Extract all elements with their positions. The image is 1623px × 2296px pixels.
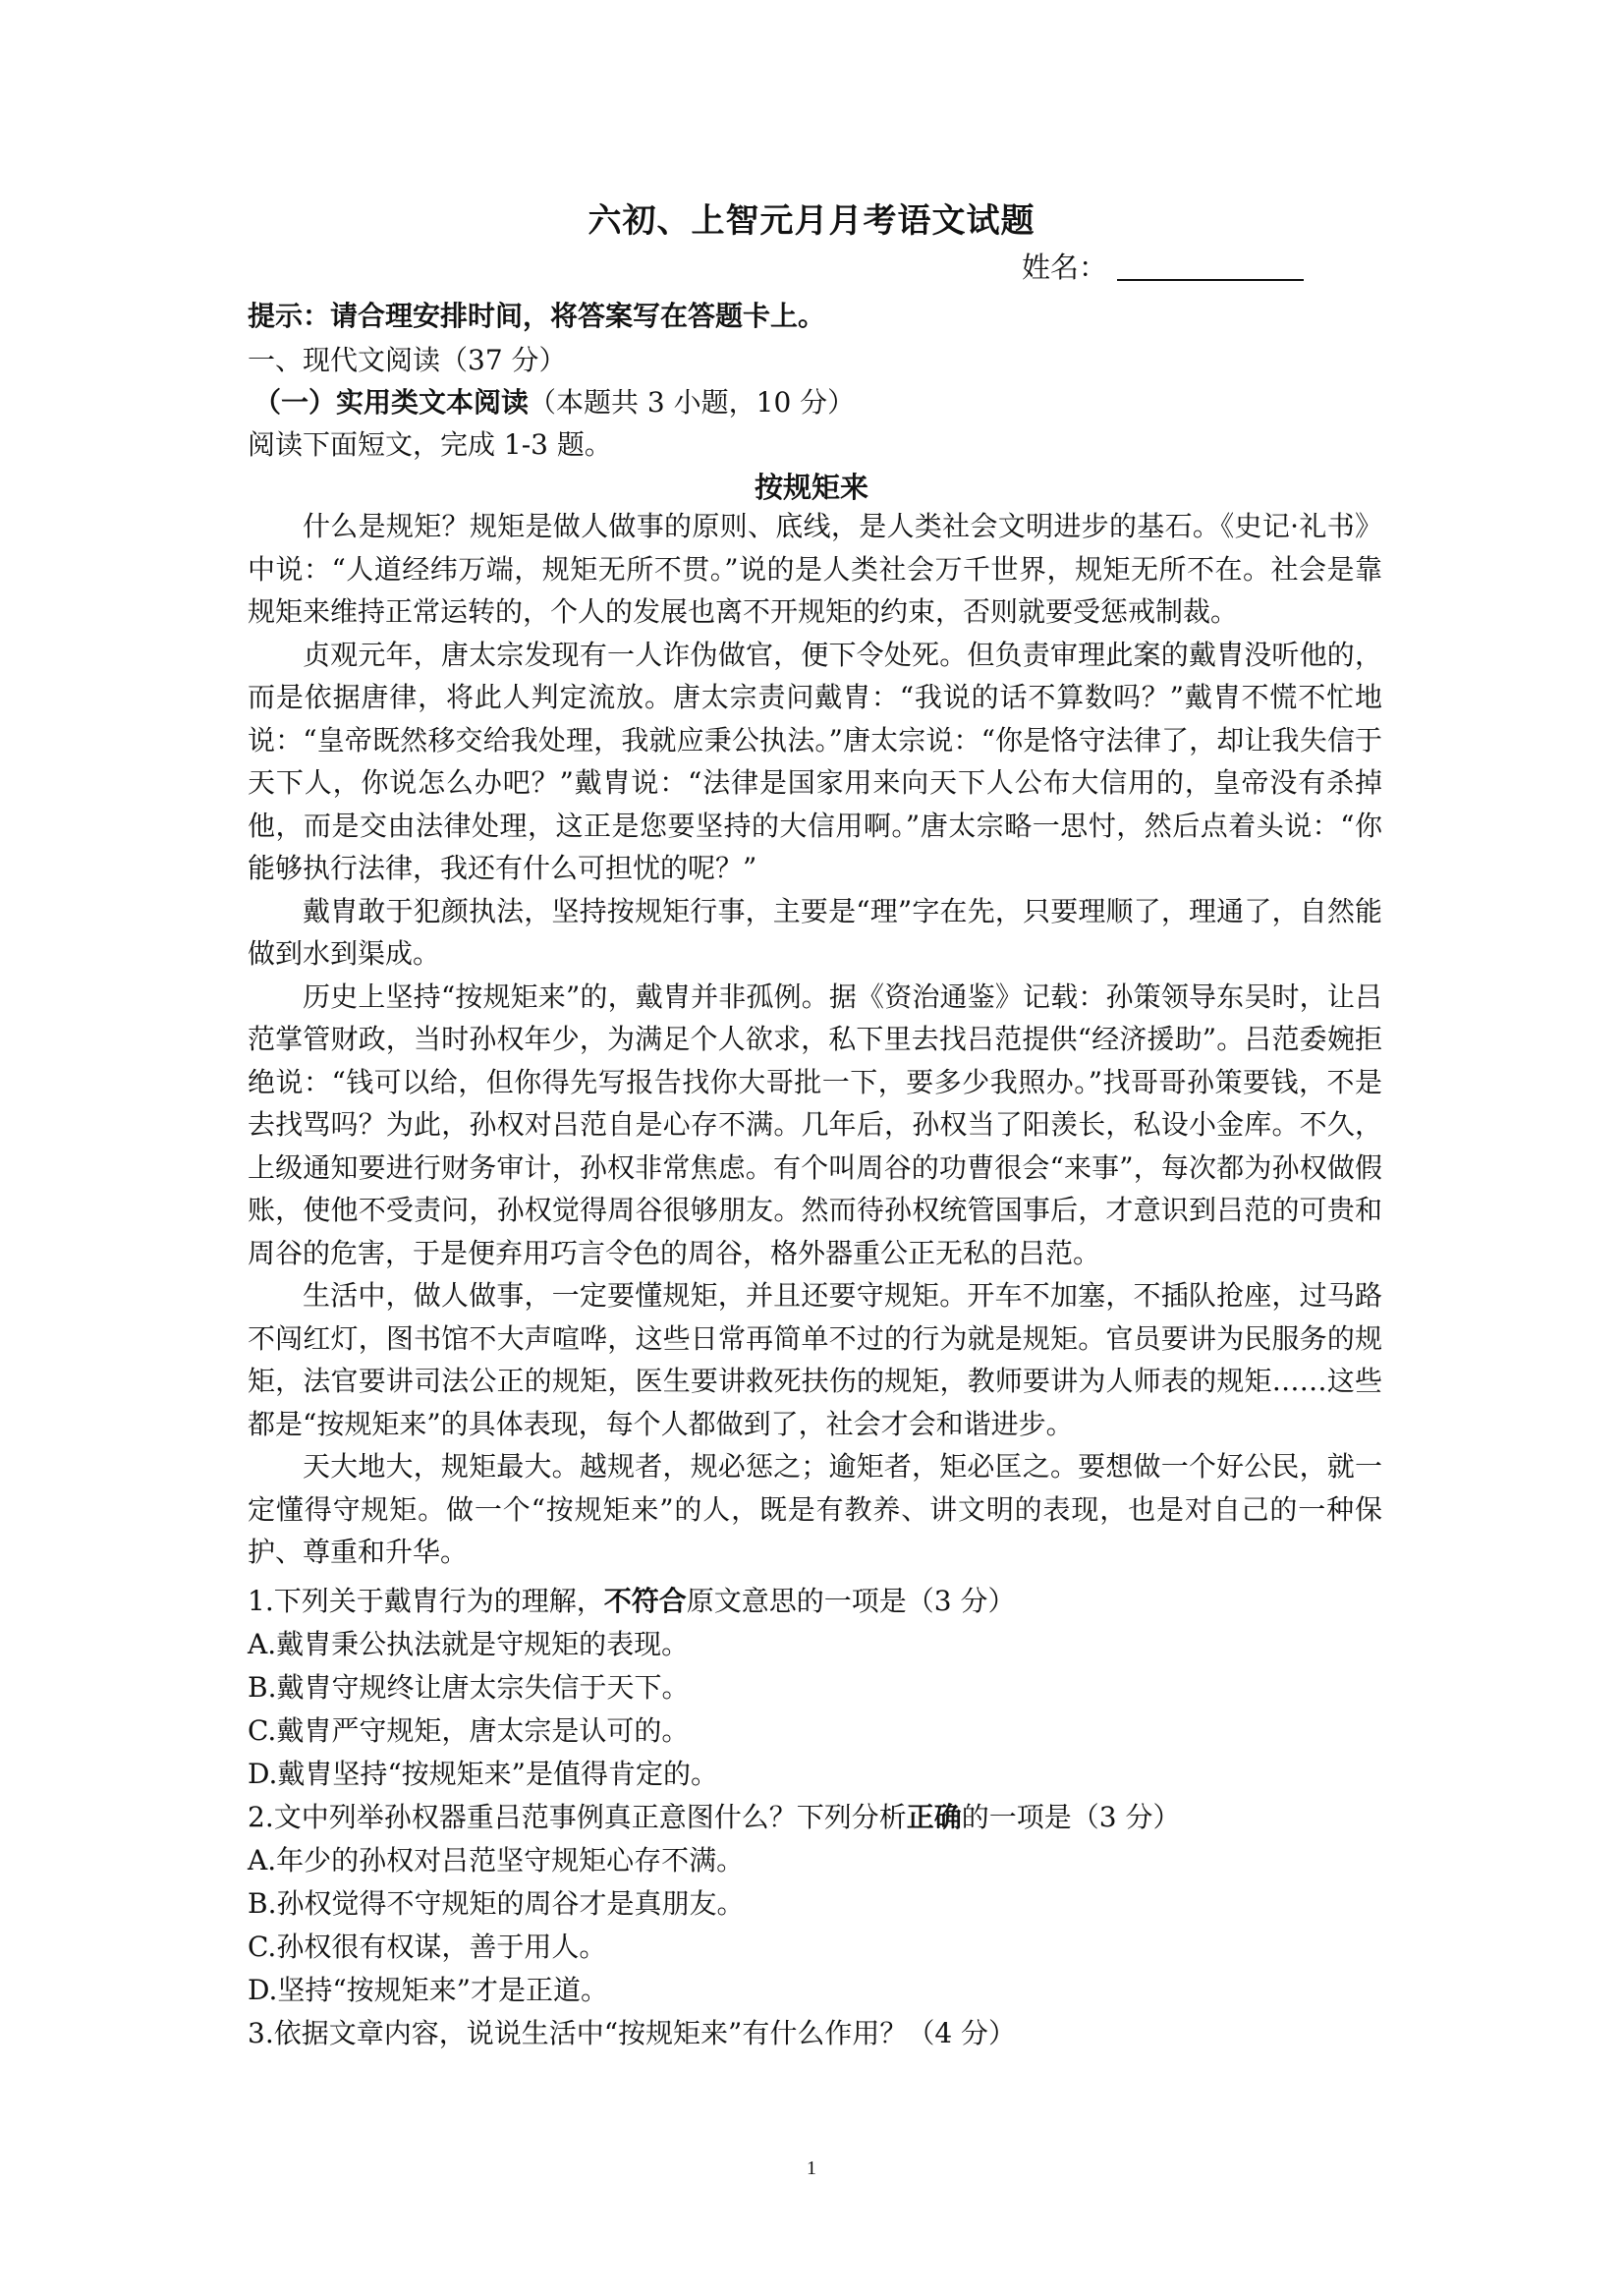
q2-option-a: A.年少的孙权对吕范坚守规矩心存不满。 xyxy=(248,1844,745,1876)
subsection-label: （一）实用类文本阅读 xyxy=(253,386,530,419)
q1-emphasis: 不符合 xyxy=(603,1585,687,1617)
page-number: 1 xyxy=(807,2157,816,2179)
subsection-heading xyxy=(253,381,855,420)
article-paragraph: 历史上坚持“按规矩来”的，戴胄并非孤例。据《资治通鉴》记载：孙策领导东吴时，让吕范掌管财政，当时孙权年少，为满足个人欲求，私下里去找吕范提供“经济援助”。吕范委婉拒绝说：“钱可以给，但你得先写报告找你大哥批一下，要多少我照办。”找哥哥孙策要钱，不是去找骂吗？为此，孙权对吕范自是心存不满。几年后，孙权当了阳羡长，私设小金库。不久，上级通知要进行财务审计，孙权非常焦虑。有个叫周谷的功曹很会“来事”，每次都为孙权做假账，使他不受责问，孙权觉得周谷很够朋友。然而待孙权统管国事后，才意识到吕范的可贵和周谷的危害，于是便弃用巧言令色的周谷，格外器重公正无私的吕范。 xyxy=(248,980,1382,1269)
article-paragraph: 生活中，做人做事，一定要懂规矩，并且还要守规矩。开车不加塞，不插队抢座，过马路不闯红灯，图书馆不大声喧哗，这些日常再简单不过的行为就是规矩。官员要讲为民服务的规矩，法官要讲司法公正的规矩，医生要讲救死扶伤的规矩，教师要讲为人师表的规矩……这些都是“按规矩来”的具体表现，每个人都做到了，社会才会和谐进步。 xyxy=(248,1279,1382,1440)
exam-title: 六初、上智元月月考语文试题 xyxy=(588,201,1035,241)
subsection-note: （本题共 3 小题，10 分） xyxy=(529,386,856,419)
reading-instruction: 阅读下面短文，完成 1-3 题。 xyxy=(248,428,612,461)
name-label: 姓名： xyxy=(1022,251,1108,284)
name-blank-line xyxy=(1117,255,1304,281)
exam-hint: 提示：请合理安排时间，将答案写在答题卡上。 xyxy=(248,300,826,332)
question-3-stem: 3.依据文章内容，说说生活中“按规矩来”有什么作用？（4 分） xyxy=(248,2017,1017,2049)
question-2-stem: 2.文中列举孙权器重吕范事例真正意图什么？下列分析正确的一项是（3 分） xyxy=(248,1801,1181,1833)
article-paragraph: 天大地大，规矩最大。越规者，规必惩之；逾矩者，矩必匡之。要想做一个好公民，就一定懂得守规矩。做一个“按规矩来”的人，既是有教养、讲文明的表现，也是对自己的一种保护、尊重和升华。 xyxy=(248,1450,1382,1568)
question-1-stem: 1.下列关于戴胄行为的理解，不符合原文意思的一项是（3 分） xyxy=(248,1585,1016,1617)
article-paragraph: 什么是规矩？规矩是做人做事的原则、底线，是人类社会文明进步的基石。《史记·礼书》中说：“人道经纬万端，规矩无所不贯。”说的是人类社会万千世界，规矩无所不在。社会是靠规矩来维持正常运转的，个人的发展也离不开规矩的约束，否则就要受惩戒制裁。 xyxy=(248,510,1382,628)
q2-option-b: B.孙权觉得不守规矩的周谷才是真朋友。 xyxy=(248,1887,745,1920)
article-paragraph: 戴胄敢于犯颜执法，坚持按规矩行事，主要是“理”字在先，只要理顺了，理通了，自然能做到水到渠成。 xyxy=(248,894,1382,970)
article-body xyxy=(248,505,1382,1574)
q1-option-b: B.戴胄守规终让唐太宗失信于天下。 xyxy=(248,1671,690,1704)
article-title: 按规矩来 xyxy=(754,471,868,504)
q2-option-d: D.坚持“按规矩来”才是正道。 xyxy=(248,1974,608,2006)
section-heading: 一、现代文阅读（37 分） xyxy=(248,344,567,376)
q1-option-c: C.戴胄严守规矩，唐太宗是认可的。 xyxy=(248,1714,690,1747)
article-paragraph: 贞观元年，唐太宗发现有一人诈伪做官，便下令处死。但负责审理此案的戴胄没听他的，而是依据唐律，将此人判定流放。唐太宗责问戴胄：“我说的话不算数吗？”戴胄不慌不忙地说：“皇帝既然移交给我处理，我就应秉公执法。”唐太宗说：“你是恪守法律了，却让我失信于天下人，你说怎么办吧？”戴胄说：“法律是国家用来向天下人公布大信用的，皇帝没有杀掉他，而是交由法律处理，这正是您要坚持的大信用啊。”唐太宗略一思忖，然后点着头说：“你能够执行法律，我还有什么可担忧的呢？” xyxy=(248,638,1382,884)
q2-emphasis: 正确 xyxy=(906,1801,962,1833)
q2-option-c: C.孙权很有权谋，善于用人。 xyxy=(248,1931,607,1963)
name-field xyxy=(1022,246,1304,286)
q1-option-a: A.戴胄秉公执法就是守规矩的表现。 xyxy=(248,1628,690,1660)
q1-option-d: D.戴胄坚持“按规矩来”是值得肯定的。 xyxy=(248,1758,718,1790)
